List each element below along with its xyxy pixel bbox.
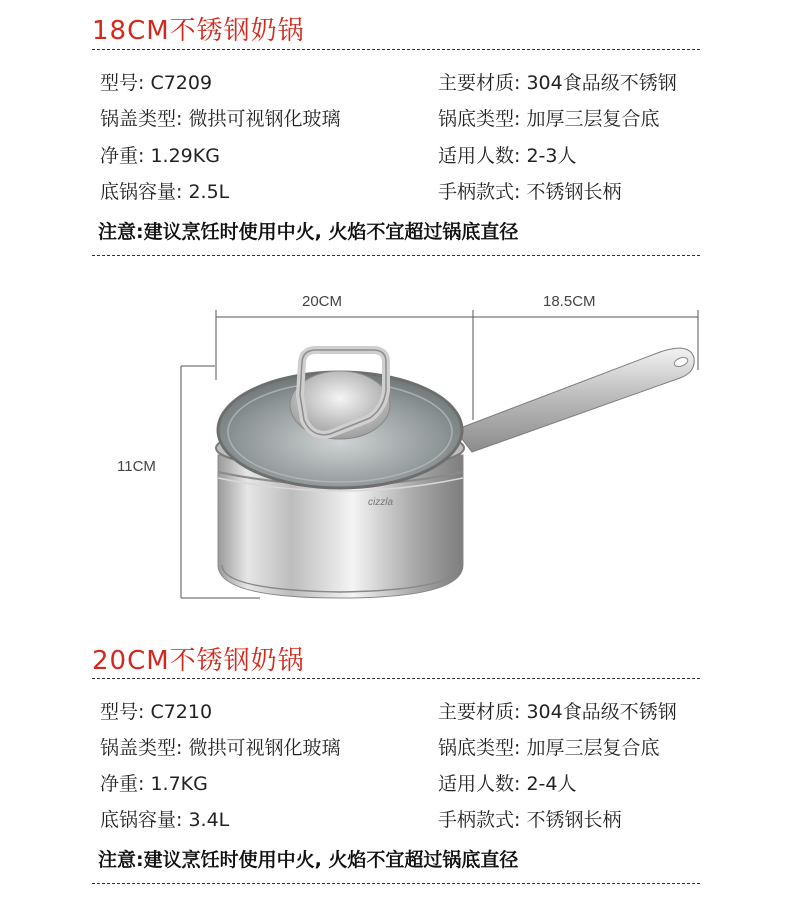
dimension-handle-label: 18.5CM	[543, 293, 596, 310]
section-2-title: 20CM不锈钢奶锅	[92, 646, 305, 676]
section-2-note: 注意:建议烹饪时使用中火, 火焰不宜超过锅底直径	[98, 849, 519, 871]
section-2-top-divider	[92, 678, 700, 679]
spec-model: 型号: C7209	[100, 72, 213, 94]
spec-lid-type: 锅盖类型: 微拱可视钢化玻璃	[100, 108, 341, 130]
section-1-note: 注意:建议烹饪时使用中火, 火焰不宜超过锅底直径	[98, 221, 519, 243]
section-2-bottom-divider	[92, 883, 700, 884]
brand-mark: cizzla	[368, 497, 394, 508]
section-1-title: 18CM不锈钢奶锅	[92, 16, 305, 46]
spec-handle: 手柄款式: 不锈钢长柄	[438, 181, 622, 203]
spec-model: 型号: C7210	[100, 701, 213, 723]
spec-bottom-type: 锅底类型: 加厚三层复合底	[438, 737, 660, 759]
spec-material: 主要材质: 304食品级不锈钢	[438, 701, 677, 723]
spec-servings: 适用人数: 2-3人	[438, 145, 577, 167]
spec-capacity: 底锅容量: 3.4L	[100, 809, 230, 831]
spec-net-weight: 净重: 1.29KG	[100, 145, 220, 167]
spec-capacity: 底锅容量: 2.5L	[100, 181, 230, 203]
spec-bottom-type: 锅底类型: 加厚三层复合底	[438, 108, 660, 130]
dimension-diameter-label: 20CM	[302, 293, 343, 310]
spec-lid-type: 锅盖类型: 微拱可视钢化玻璃	[100, 737, 341, 759]
spec-material: 主要材质: 304食品级不锈钢	[438, 72, 677, 94]
dimension-height-label: 11CM	[117, 458, 156, 475]
spec-net-weight: 净重: 1.7KG	[100, 773, 208, 795]
spec-handle: 手柄款式: 不锈钢长柄	[438, 809, 622, 831]
spec-servings: 适用人数: 2-4人	[438, 773, 577, 795]
